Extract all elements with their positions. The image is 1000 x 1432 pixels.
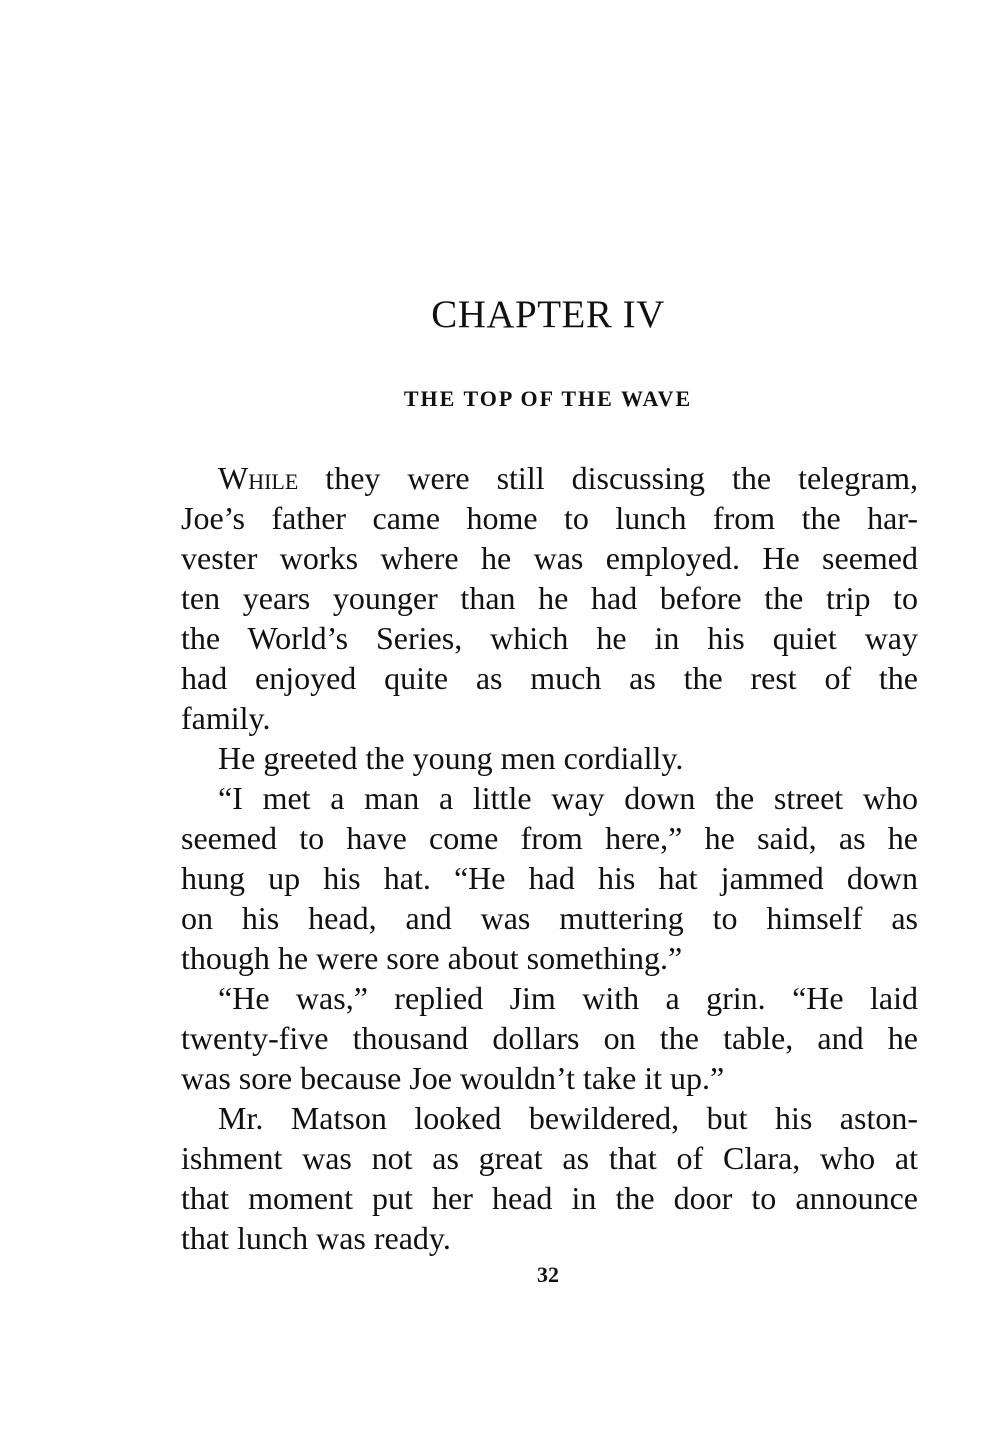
- text-line-9: “I met a man a little way down the street who: [218, 780, 918, 816]
- body-text: [181, 458, 918, 1258]
- text-line-18: ishment was not as great as that of Clara, who at: [181, 1140, 918, 1176]
- text-line-17: Mr. Matson looked bewildered, but his aston-: [218, 1100, 918, 1136]
- text-line-4: ten years younger than he had before the trip to: [181, 580, 918, 616]
- text-line-15: twenty-five thousand dollars on the table, and he: [181, 1020, 918, 1056]
- text-line-14: “He was,” replied Jim with a grin. “He laid: [218, 980, 918, 1016]
- text-line-2: Joe’s father came home to lunch from the har-: [181, 500, 918, 536]
- opening-word: While: [218, 460, 299, 496]
- text-line-3: vester works where he was employed. He seemed: [181, 540, 918, 576]
- text-line-10: seemed to have come from here,” he said, as he: [181, 820, 918, 856]
- text-line-5: the World’s Series, which he in his quiet way: [181, 620, 918, 656]
- text-line-20: that lunch was ready.: [181, 1220, 451, 1256]
- chapter-heading: CHAPTER IV: [431, 293, 665, 336]
- page-number: 32: [537, 1262, 559, 1287]
- text-line-8: He greeted the young men cordially.: [218, 740, 684, 776]
- chapter-subtitle: THE TOP OF THE WAVE: [403, 386, 693, 411]
- opening-line-rest: they were still discussing the telegram,: [298, 460, 918, 496]
- text-line-19: that moment put her head in the door to announce: [181, 1180, 918, 1216]
- text-line-6: had enjoyed quite as much as the rest of the: [181, 660, 918, 696]
- text-line-7: family.: [181, 700, 271, 736]
- text-line-11: hung up his hat. “He had his hat jammed down: [181, 860, 918, 896]
- text-line-12: on his head, and was muttering to himself as: [181, 900, 918, 936]
- text-line-1: [181, 458, 918, 498]
- text-line-13: though he were sore about something.”: [181, 940, 683, 976]
- text-line-16: was sore because Joe wouldn’t take it up.”: [181, 1060, 725, 1096]
